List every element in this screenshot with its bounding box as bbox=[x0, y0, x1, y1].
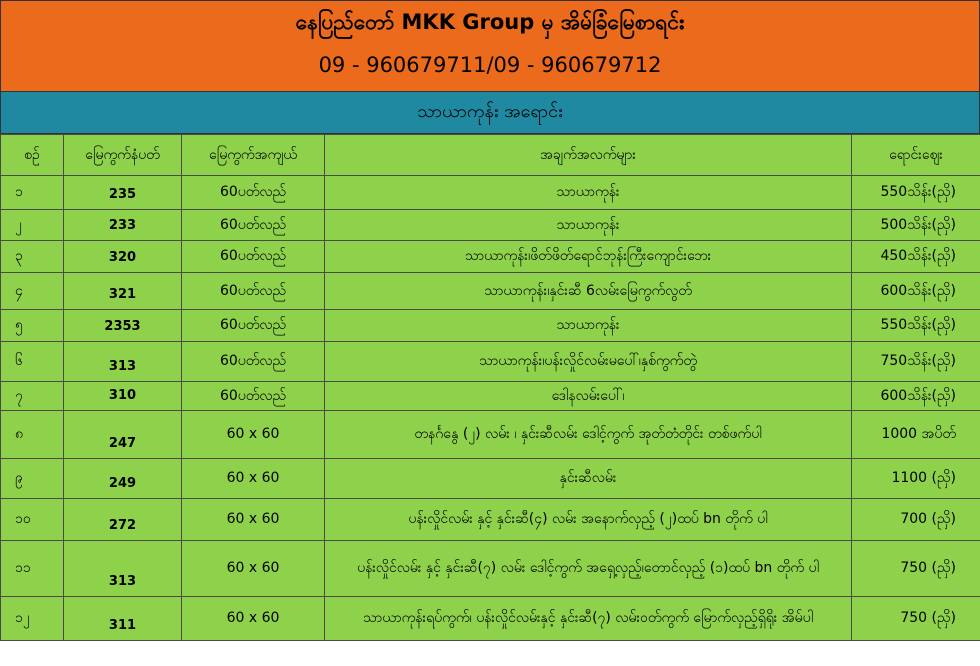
row-number: ၁၂ bbox=[1, 597, 64, 641]
plot-price: 1100 (ညှိ) bbox=[852, 459, 980, 499]
plot-price: 500သိန်း(ညှိ) bbox=[852, 210, 980, 241]
plot-size: 60 x 60 bbox=[182, 459, 325, 499]
row-number: ၁၀ bbox=[1, 499, 64, 541]
plot-details: သာယာကုန်း၊ဖိတ်ဖိတ်ရောင်ဘုန်းကြီးကျောင်းဘေး bbox=[325, 241, 852, 273]
plot-size: 60ပတ်လည် bbox=[182, 342, 325, 382]
plot-price: 550သိန်း(ညှိ) bbox=[852, 176, 980, 210]
section-title: သာယာကုန်း အရောင်း bbox=[0, 92, 980, 134]
plot-details: ပန်းလှိုင်လမ်း နှင့် နှင်းဆီ(၇) လမ်း ဒေါင့်ကွက် အရှေ့လှည့်၊တောင်လှည့် (၁)ထပ် bn တိုက် ပါ bbox=[325, 541, 852, 597]
plot-details: သာယာကုန်း၊နှင်းဆီ 6လမ်းမြေကွက်လွတ် bbox=[325, 273, 852, 310]
table-row bbox=[1, 499, 980, 541]
plot-details: သာယာကုန်း bbox=[325, 176, 852, 210]
plot-price: 600သိန်း(ညှိ) bbox=[852, 382, 980, 411]
table-row bbox=[1, 459, 980, 499]
plot-price: 750 (ညှိ) bbox=[852, 541, 980, 597]
table-row bbox=[1, 382, 980, 411]
plot-number: 249 bbox=[64, 459, 182, 499]
page-header bbox=[0, 0, 980, 92]
header-title: နေပြည်တော် MKK Group မှ အိမ်ခြံမြေစာရင်း bbox=[295, 10, 685, 34]
row-number: ၉ bbox=[1, 459, 64, 499]
plot-details: ဒေါနလမ်းပေါ်၊ bbox=[325, 382, 852, 411]
plot-number: 311 bbox=[64, 597, 182, 641]
plot-size: 60ပတ်လည် bbox=[182, 210, 325, 241]
plot-number: 320 bbox=[64, 241, 182, 273]
plot-size: 60ပတ်လည် bbox=[182, 310, 325, 342]
plot-details: ပန်းလှိုင်လမ်း နှင့် နှင်းဆီ(၄) လမ်း အနောက်လှည့် (၂)ထပ် bn တိုက် ပါ bbox=[325, 499, 852, 541]
plot-details: တနင်္ဂနွေ (၂) လမ်း ၊ နှင်းဆီလမ်း ဒေါင့်ကွက် အုတ်တံတိုင်း တစ်ဖက်ပါ bbox=[325, 411, 852, 459]
row-number: ၇ bbox=[1, 382, 64, 411]
plot-number: 313 bbox=[64, 342, 182, 382]
header-phones: 09 - 960679711/09 - 960679712 bbox=[318, 53, 662, 77]
column-header-details: အချက်အလက်များ bbox=[325, 135, 852, 176]
plot-number: 310 bbox=[64, 382, 182, 411]
row-number: ၈ bbox=[1, 411, 64, 459]
plot-price: 600သိန်း(ညှိ) bbox=[852, 273, 980, 310]
plot-size: 60 x 60 bbox=[182, 411, 325, 459]
plot-number: 313 bbox=[64, 541, 182, 597]
table-header-row bbox=[1, 135, 980, 176]
plot-price: 700 (ညှိ) bbox=[852, 499, 980, 541]
plot-number: 247 bbox=[64, 411, 182, 459]
plot-number: 272 bbox=[64, 499, 182, 541]
table-row bbox=[1, 310, 980, 342]
plot-number: 235 bbox=[64, 176, 182, 210]
row-number: ၄ bbox=[1, 273, 64, 310]
listing-table bbox=[0, 134, 980, 641]
column-header-plot: မြေကွက်နံပတ် bbox=[64, 135, 182, 176]
plot-number: 233 bbox=[64, 210, 182, 241]
plot-price: 550သိန်း(ညှိ) bbox=[852, 310, 980, 342]
row-number: ၃ bbox=[1, 241, 64, 273]
plot-size: 60ပတ်လည် bbox=[182, 273, 325, 310]
column-header-price: ရောင်းဈေး bbox=[852, 135, 980, 176]
plot-size: 60 x 60 bbox=[182, 541, 325, 597]
row-number: ၅ bbox=[1, 310, 64, 342]
plot-number: 2353 bbox=[64, 310, 182, 342]
table-row bbox=[1, 597, 980, 641]
column-header-size: မြေကွက်အကျယ် bbox=[182, 135, 325, 176]
plot-details: သာယာကုန်းရပ်ကွက်၊ ပန်းလှိုင်လမ်းနှင့် နှင်းဆီ(၇) လမ်းဝတ်ကွက် မြောက်လှည့်ရှိရိုး အိမ်ပါ bbox=[325, 597, 852, 641]
row-number: ၆ bbox=[1, 342, 64, 382]
row-number: ၂ bbox=[1, 210, 64, 241]
plot-number: 321 bbox=[64, 273, 182, 310]
plot-details: သာယာကုန်း၊ပန်းလှိုင်လမ်းမပေါ်၊နှစ်ကွက်တွဲ bbox=[325, 342, 852, 382]
plot-details: နှင်းဆီလမ်း bbox=[325, 459, 852, 499]
table-row bbox=[1, 541, 980, 597]
plot-size: 60 x 60 bbox=[182, 597, 325, 641]
table-row bbox=[1, 411, 980, 459]
row-number: ၁၁ bbox=[1, 541, 64, 597]
plot-price: 750 (ညှိ) bbox=[852, 597, 980, 641]
plot-price: 750သိန်း(ညှိ) bbox=[852, 342, 980, 382]
plot-size: 60ပတ်လည် bbox=[182, 241, 325, 273]
plot-price: 450သိန်း(ညှိ) bbox=[852, 241, 980, 273]
plot-size: 60ပတ်လည် bbox=[182, 176, 325, 210]
table-row bbox=[1, 176, 980, 210]
table-row bbox=[1, 210, 980, 241]
plot-size: 60ပတ်လည် bbox=[182, 382, 325, 411]
plot-details: သာယာကုန်း bbox=[325, 310, 852, 342]
plot-details: သာယာကုန်း bbox=[325, 210, 852, 241]
table-row bbox=[1, 342, 980, 382]
plot-price: 1000 အပိတ် bbox=[852, 411, 980, 459]
column-header-no: စဉ် bbox=[1, 135, 64, 176]
table-row bbox=[1, 241, 980, 273]
plot-size: 60 x 60 bbox=[182, 499, 325, 541]
row-number: ၁ bbox=[1, 176, 64, 210]
table-row bbox=[1, 273, 980, 310]
